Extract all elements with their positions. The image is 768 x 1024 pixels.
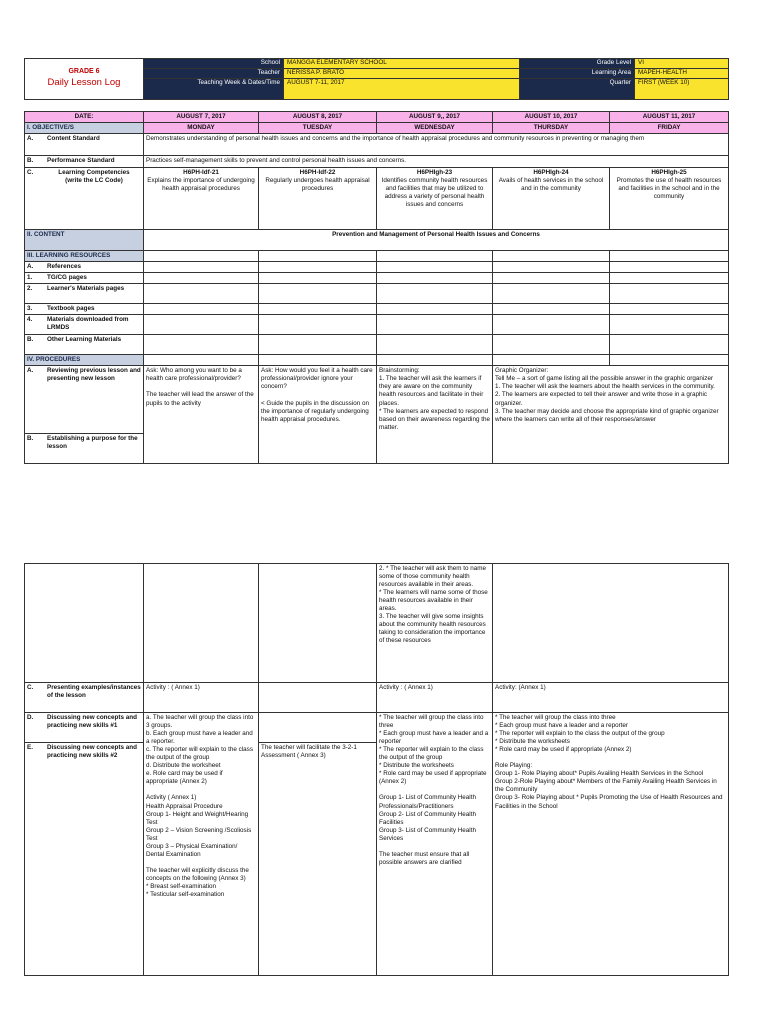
procedure-b-num: B. bbox=[27, 435, 34, 443]
day-friday: FRIDAY bbox=[610, 123, 729, 134]
resource-label: Textbook pages bbox=[47, 305, 95, 313]
content-text: Prevention and Management of Personal Health Issues and Concerns bbox=[144, 230, 729, 251]
resources-heading: III. LEARNING RESOURCES bbox=[25, 251, 144, 262]
day-thursday: THURSDAY bbox=[493, 123, 610, 134]
resource-row bbox=[25, 262, 729, 273]
header-title-cell bbox=[25, 59, 144, 100]
procedure-b-label: Establishing a purpose for the lesson bbox=[47, 435, 138, 451]
date-tuesday: AUGUST 8, 2017 bbox=[259, 112, 377, 123]
content-row bbox=[25, 230, 729, 251]
procedure-c-thursday: Activity: (Annex 1) bbox=[493, 683, 729, 713]
resource-num: 2. bbox=[27, 285, 33, 293]
lc-monday bbox=[144, 168, 259, 230]
resource-label: References bbox=[47, 263, 81, 271]
quarter-value: FIRST (WEEK 10) bbox=[635, 79, 729, 100]
content-standard-label: Content Standard bbox=[47, 135, 100, 143]
performance-standard-label: Performance Standard bbox=[47, 157, 115, 165]
procedure-a-label: Reviewing previous lesson and presenting new lesson bbox=[47, 367, 141, 383]
procedure-d-row bbox=[25, 713, 729, 743]
procedure-d-num: D. bbox=[27, 714, 34, 721]
date-label: DATE: bbox=[25, 112, 144, 123]
procedure-ab-wednesday: Brainstorming: 1. The teacher will ask the learners if they are aware on the community health resources and facilitate in their places. * The learners are expected to respond based on their awareness regarding the matter. bbox=[377, 366, 493, 464]
resource-label: Materials downloaded from LRMDS bbox=[47, 316, 129, 332]
lc-wednesday bbox=[377, 168, 493, 230]
content-heading: II. CONTENT bbox=[25, 230, 144, 251]
resource-label: Other Learning Materials bbox=[47, 336, 122, 344]
lc-code: H6PHIgh-23 bbox=[416, 169, 453, 177]
procedure-c-num: C. bbox=[27, 684, 34, 691]
learning-competencies-row bbox=[25, 168, 729, 230]
school-value: MANGGA ELEMENTARY SCHOOL bbox=[284, 59, 520, 69]
lc-text: Identifies community health resources and facilities that may be utilized to address a variety of personal health issues and concerns bbox=[381, 177, 488, 209]
lc-text: Promotes the use of health resources and facilities in the school and in the community bbox=[616, 177, 722, 201]
grade-label: GRADE 6 bbox=[68, 68, 100, 76]
teacher-value: NERISSA P. BRATO bbox=[284, 69, 520, 79]
procedure-ab-tuesday: Ask: How would you feel it a health care professional/provider ignore your concern? < Guide the pupils in the discussion on the importance of regularly undergoing health appraisal procedures. bbox=[259, 366, 377, 464]
objectives-heading: I. OBJECTIVE/S bbox=[25, 123, 144, 134]
procedure-b-wednesday-continued: 2. * The teacher will ask them to name some of those community health resources available in their areas. * The learners will name some of those health resources available in their areas. 3. The teacher will give some insights about the community health resources taking to consideration the importance of these resources bbox=[377, 564, 493, 683]
lc-text: Explains the importance of undergoing health appraisal procedures bbox=[147, 177, 255, 193]
resource-label: Learner's Materials pages bbox=[47, 285, 125, 293]
lc-label: Learning Competencies (write the LC Code) bbox=[58, 169, 130, 185]
day-monday: MONDAY bbox=[144, 123, 259, 134]
lc-num: C. bbox=[27, 169, 34, 177]
day-wednesday: WEDNESDAY bbox=[377, 123, 493, 134]
procedures-heading-row bbox=[25, 355, 729, 366]
procedures-heading: IV. PROCEDURES bbox=[25, 355, 144, 366]
lc-text: Avails of health services in the school and in the community bbox=[498, 177, 604, 193]
continuation-row bbox=[25, 564, 729, 683]
date-wednesday: AUGUST 9,, 2017 bbox=[377, 112, 493, 123]
header-table bbox=[24, 58, 729, 100]
teacher-label: Teacher bbox=[144, 69, 284, 79]
week-label: Teaching Week & Dates/Time bbox=[144, 79, 284, 100]
resource-row bbox=[25, 315, 729, 335]
procedure-e-tuesday: The teacher will facilitate the 3-2-1 Assessment ( Annex 3) bbox=[259, 743, 377, 976]
date-row bbox=[25, 112, 729, 123]
learning-area-label: Learning Area bbox=[520, 69, 635, 79]
resource-row bbox=[25, 284, 729, 304]
date-thursday: AUGUST 10, 2017 bbox=[493, 112, 610, 123]
resources-heading-row bbox=[25, 251, 729, 262]
page-title: Daily Lesson Log bbox=[47, 77, 121, 89]
lc-friday bbox=[610, 168, 729, 230]
procedure-ab-monday: Ask: Who among you want to be a health care professional/provider? The teacher will lead the answer of the pupils to the activity bbox=[144, 366, 259, 464]
lc-code: H6PH-Idf-22 bbox=[299, 169, 336, 177]
performance-standard-row bbox=[25, 156, 729, 168]
school-label: School bbox=[144, 59, 284, 69]
procedure-d-label: Discussing new concepts and practicing new skills #1 bbox=[47, 714, 137, 730]
procedure-c-label: Presenting examples/instances of the lesson bbox=[47, 684, 141, 700]
resource-row bbox=[25, 304, 729, 315]
performance-standard-text: Practices self-management skills to prevent and control personal health issues and concerns. bbox=[144, 156, 729, 168]
resource-num: 4. bbox=[27, 316, 33, 324]
lc-code: H6PHIgh-24 bbox=[533, 169, 569, 177]
procedure-e-num: E. bbox=[27, 744, 33, 751]
date-monday: AUGUST 7, 2017 bbox=[144, 112, 259, 123]
procedure-de-wednesday: * The teacher will group the class into three * Each group must have a leader and a reporter * The reporter will explain to the class the output of the group * Distribute the worksheets * Role card may be used if appropriate (Annex 2) Group 1- List of Community Health Professionals/Practitioners Group 2- List of Community Health Facilities Group 3- List of Community Health Services The teacher must ensure that all possible answers are clarified bbox=[377, 713, 493, 976]
lc-thursday bbox=[493, 168, 610, 230]
learning-area-value: MAPEH-HEALTH bbox=[635, 69, 729, 79]
resource-row bbox=[25, 273, 729, 284]
lc-tuesday bbox=[259, 168, 377, 230]
resource-num: 1. bbox=[27, 274, 33, 282]
lesson-log-table bbox=[24, 111, 729, 464]
procedure-a-row bbox=[25, 366, 729, 434]
lc-text: Regularly undergoes health appraisal procedures bbox=[265, 177, 370, 193]
resource-num: A. bbox=[27, 263, 34, 271]
content-standard-text: Demonstrates understanding of personal health issues and concerns and the importance of health appraisal procedures and community resources in preventing or managing them bbox=[144, 134, 729, 156]
resource-num: B. bbox=[27, 336, 34, 344]
date-friday: AUGUST 11, 2017 bbox=[610, 112, 729, 123]
content-standard-num: A. bbox=[27, 135, 34, 143]
week-value: AUGUST 7-11, 2017 bbox=[284, 79, 520, 100]
procedure-de-monday: a. The teacher will group the class into 3 groups. b. Each group must have a leader and a reporter. c. The reporter will explain to the class the output of the group d. Distribute the worksheet e. Role card may be used if appropriate (Annex 2) Activity ( Annex 1) Health Appraisal Procedure Group 1- Height and Weight/Hearing Test Group 2 – Vision Screening /Scoliosis Test Group 3 – Physical Examination/ Dental Examination The teacher will explicitly discuss the concepts on the following (Annex 3) * Breast self-examination * Testicular self-examination bbox=[144, 713, 259, 976]
grade-level-value: VI bbox=[635, 59, 729, 69]
lc-code: H6PHIgh-25 bbox=[651, 169, 687, 177]
day-tuesday: TUESDAY bbox=[259, 123, 377, 134]
resource-num: 3. bbox=[27, 305, 33, 313]
day-row bbox=[25, 123, 729, 134]
lesson-log-table-continued bbox=[24, 563, 729, 976]
content-standard-row bbox=[25, 134, 729, 156]
procedure-c-wednesday: Activity : ( Annex 1) bbox=[377, 683, 493, 713]
resource-label: TG/CG pages bbox=[47, 274, 87, 282]
procedure-e-label: Discussing new concepts and practicing new skills #2 bbox=[47, 744, 137, 760]
procedure-a-num: A. bbox=[27, 367, 34, 375]
procedure-c-row bbox=[25, 683, 729, 713]
procedure-c-monday: Activity : ( Annex 1) bbox=[144, 683, 259, 713]
grade-level-label: Grade Level bbox=[520, 59, 635, 69]
quarter-label: Quarter bbox=[520, 79, 635, 100]
resource-row bbox=[25, 335, 729, 355]
performance-standard-num: B. bbox=[27, 157, 34, 165]
procedure-de-thursday: * The teacher will group the class into three * Each group must have a leader and a reporter * The reporter will explain to the class the output of the group * Distribute the worksheets * Role card may be used if appropriate (Annex 2) Role Playing: Group 1- Role Playing about* Pupils Availing Health Services in the School Group 2-Role Playing about* Members of the Family Availing Health Services in the Community Group 3- Role Playing about * Pupils Promoting the Use of Health Resources and Facilities in the School bbox=[493, 713, 729, 976]
lc-code: H6PH-Idf-21 bbox=[183, 169, 219, 177]
procedure-ab-thursday: Graphic Organizer: Tell Me – a sort of game listing all the possible answer in the graphic organizer 1. The teacher will ask the learners about the health services in the community. 2. The learners are expected to tell their answer and write those in a graphic organizer. 3. The teacher may decide and choose the appropriate kind of graphic organizer where the learners can write all of their responses/answer bbox=[493, 366, 729, 464]
